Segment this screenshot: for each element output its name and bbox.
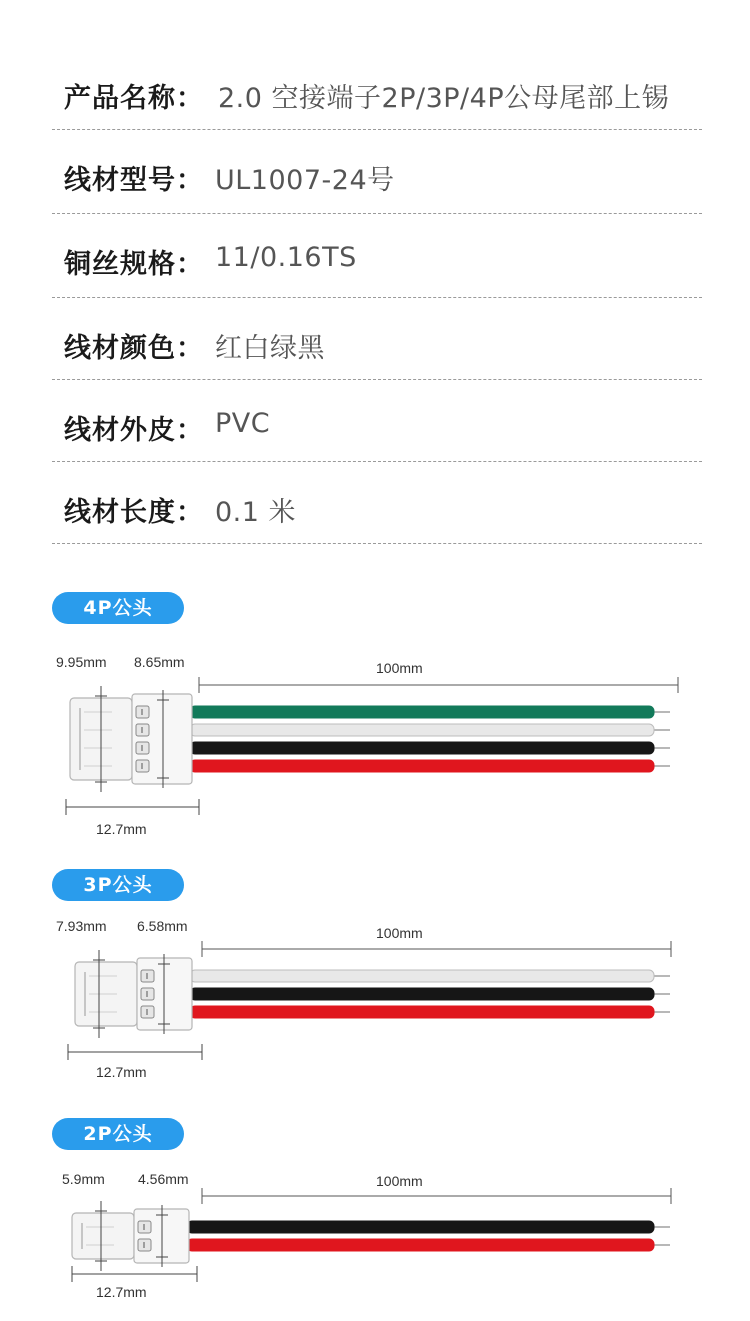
- spec-value: 红白绿黑: [215, 333, 325, 364]
- diagram-4p: [0, 592, 750, 842]
- wire-red: [190, 1006, 654, 1018]
- spec-value: 2.0 空接端子2P/3P/4P公母尾部上锡: [218, 83, 670, 114]
- dim-inner-label: 6.58mm: [137, 918, 188, 934]
- spec-label: 线材外皮：: [64, 415, 204, 446]
- diagram-2p: [0, 1118, 750, 1318]
- dim-width-label: 12.7mm: [96, 1284, 147, 1300]
- spec-row-wire-color: [52, 298, 702, 380]
- dim-height-label: 9.95mm: [56, 654, 107, 670]
- wire-black: [187, 1221, 654, 1233]
- spec-row-length: [52, 462, 702, 544]
- dim-height-label: 7.93mm: [56, 918, 107, 934]
- wire-black: [190, 742, 654, 754]
- spec-value: 11/0.16TS: [215, 242, 357, 273]
- diagram-3p: [0, 869, 750, 1089]
- dim-inner-label: 8.65mm: [134, 654, 185, 670]
- spec-row-wire-model: [52, 130, 702, 214]
- badge-2p: 2P公头: [52, 1118, 184, 1150]
- dim-inner-label: 4.56mm: [138, 1171, 189, 1187]
- connector-drawing: [0, 869, 750, 1089]
- spec-row-copper-spec: [52, 214, 702, 298]
- wire-black: [190, 988, 654, 1000]
- wire-red: [187, 1239, 654, 1251]
- wire-white: [190, 724, 654, 736]
- dim-length-label: 100mm: [376, 1173, 423, 1189]
- spec-label: 线材颜色：: [64, 333, 204, 364]
- badge-4p: 4P公头: [52, 592, 184, 624]
- spec-label: 线材长度：: [64, 497, 204, 528]
- spec-row-product-name: [52, 48, 702, 130]
- dim-width-label: 12.7mm: [96, 1064, 147, 1080]
- dim-height-label: 5.9mm: [62, 1171, 105, 1187]
- dim-length-label: 100mm: [376, 925, 423, 941]
- spec-list: [52, 48, 702, 544]
- dim-length-label: 100mm: [376, 660, 423, 676]
- connector-drawing: [0, 1118, 750, 1318]
- spec-value: 0.1 米: [215, 497, 297, 528]
- spec-row-jacket: [52, 380, 702, 462]
- badge-3p: 3P公头: [52, 869, 184, 901]
- connector-drawing: [0, 592, 750, 842]
- spec-label: 线材型号：: [64, 165, 204, 196]
- wire-green: [190, 706, 654, 718]
- spec-label: 产品名称：: [64, 83, 204, 114]
- spec-value: UL1007-24号: [215, 165, 395, 196]
- dim-width-label: 12.7mm: [96, 821, 147, 837]
- wire-red: [190, 760, 654, 772]
- spec-value: PVC: [215, 408, 271, 439]
- spec-label: 铜丝规格：: [64, 249, 204, 280]
- wire-white: [190, 970, 654, 982]
